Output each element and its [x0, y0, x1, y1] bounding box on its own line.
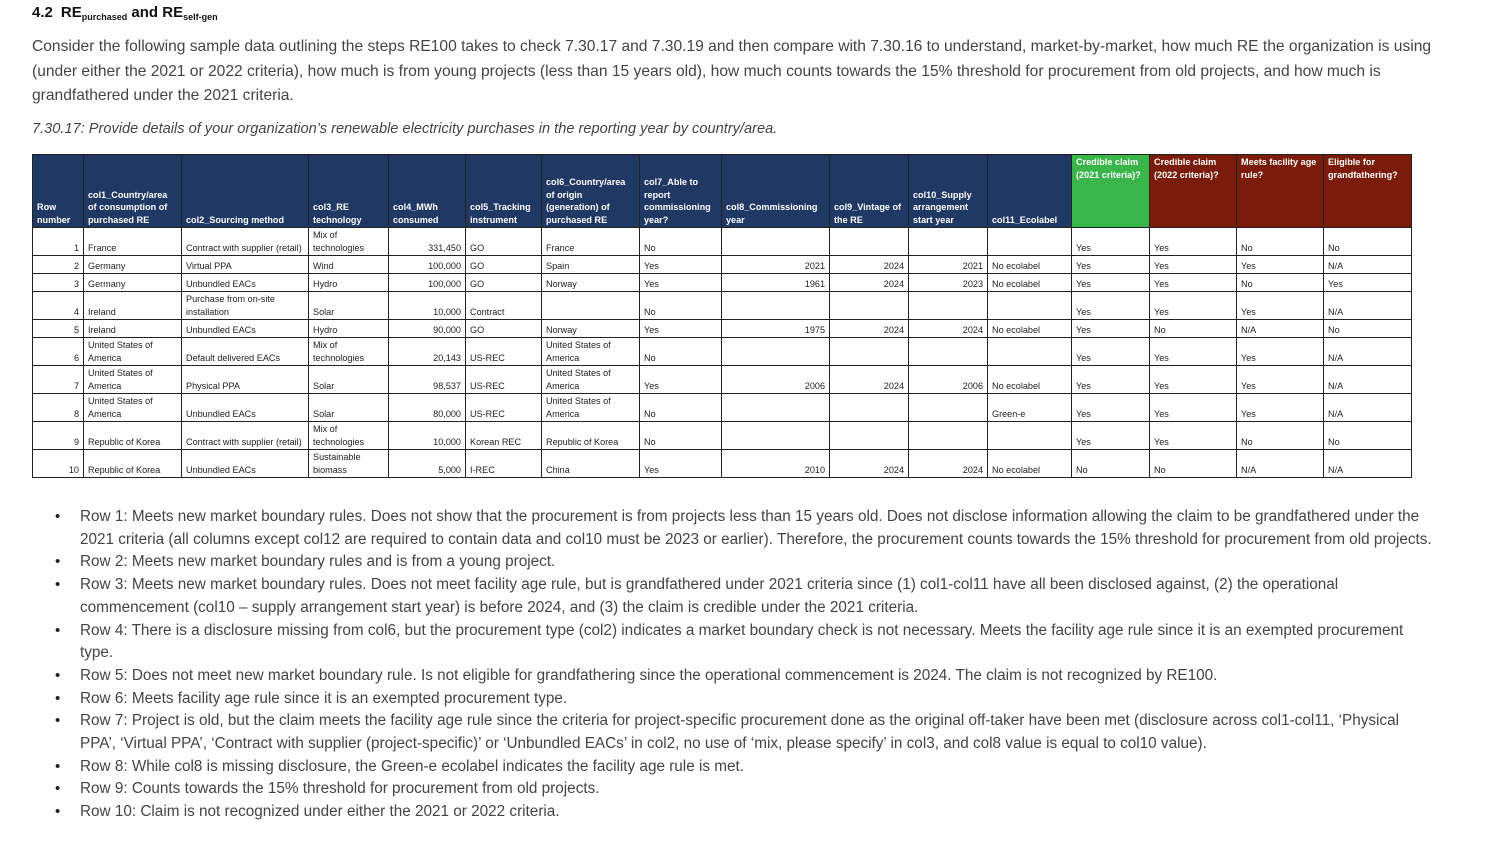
table-cell: Contract with supplier (retail) — [182, 422, 309, 450]
table-cell: Yes — [640, 366, 722, 394]
header-cell: col4_MWh consumed — [389, 155, 466, 228]
table-cell: 2024 — [830, 256, 909, 274]
table-cell: 331,450 — [389, 228, 466, 256]
table-cell: N/A — [1324, 338, 1412, 366]
table-cell: 2024 — [830, 274, 909, 292]
table-cell: GO — [466, 320, 542, 338]
table-cell: 10,000 — [389, 422, 466, 450]
table-cell: Republic of Korea — [542, 422, 640, 450]
table-cell: N/A — [1324, 450, 1412, 478]
table-cell: N/A — [1237, 320, 1324, 338]
table-cell — [988, 228, 1072, 256]
table-cell: Physical PPA — [182, 366, 309, 394]
table-cell: 2010 — [722, 450, 830, 478]
table-cell: Unbundled EACs — [182, 274, 309, 292]
table-cell: No — [1150, 450, 1237, 478]
header-cell: col9_Vintage of the RE — [830, 155, 909, 228]
table-cell: 1 — [33, 228, 84, 256]
table-cell: Solar — [309, 394, 389, 422]
table-cell: Solar — [309, 366, 389, 394]
table-cell: France — [84, 228, 182, 256]
table-cell: Yes — [1072, 292, 1150, 320]
table-row — [33, 292, 1412, 320]
table-cell: Yes — [1072, 394, 1150, 422]
table-cell: 4 — [33, 292, 84, 320]
table-cell: Unbundled EACs — [182, 394, 309, 422]
table-header-row — [33, 155, 1412, 228]
table-cell: Yes — [1072, 274, 1150, 292]
table-cell: 2021 — [909, 256, 988, 274]
table-cell: Yes — [1237, 256, 1324, 274]
table-cell — [830, 228, 909, 256]
table-cell: Yes — [1150, 228, 1237, 256]
heading-conjunction: and — [131, 4, 159, 21]
table-cell: Yes — [1237, 292, 1324, 320]
table-cell: I-REC — [466, 450, 542, 478]
table-cell: N/A — [1324, 292, 1412, 320]
table-cell: N/A — [1237, 450, 1324, 478]
table-cell: No — [1237, 274, 1324, 292]
table-row — [33, 338, 1412, 366]
table-cell: Yes — [1150, 338, 1237, 366]
header-cell: col1_Country/area of consumption of purchased RE — [84, 155, 182, 228]
intro-paragraph: Consider the following sample data outlining the steps RE100 takes to check 7.30.17 and 7.30.19 and then compare with 7.30.16 to understand, market-by-market, how much RE the organization is using (under either the 2021 or 2022 criteria), how much is from young projects (less than 15 years old), how much counts towards the 15% threshold for procurement from old projects, and how much is grandfathered under the 2021 criteria. — [32, 38, 1432, 104]
header-cell: col2_Sourcing method — [182, 155, 309, 228]
table-cell: 3 — [33, 274, 84, 292]
table-cell: Spain — [542, 256, 640, 274]
notes-list — [55, 506, 1435, 824]
table-cell: Ireland — [84, 292, 182, 320]
table-cell: No ecolabel — [988, 366, 1072, 394]
table-cell — [909, 292, 988, 320]
table-body — [33, 228, 1412, 478]
table-cell: No — [1237, 228, 1324, 256]
table-cell: Republic of Korea — [84, 422, 182, 450]
table-cell: Contract with supplier (retail) — [182, 228, 309, 256]
table-cell: Yes — [1072, 366, 1150, 394]
table-cell: 20,143 — [389, 338, 466, 366]
renewable-purchases-table — [32, 154, 1412, 478]
table-cell: 2024 — [830, 320, 909, 338]
table-cell: No — [1324, 422, 1412, 450]
table-cell: China — [542, 450, 640, 478]
header-cell: Credible claim (2021 criteria)? — [1072, 155, 1150, 228]
header-cell: Row number — [33, 155, 84, 228]
heading-re-purchased: $RE_{purchased}$ — [60, 4, 128, 22]
table-row — [33, 228, 1412, 256]
table-cell: Republic of Korea — [84, 450, 182, 478]
table-cell — [722, 422, 830, 450]
table-cell — [988, 292, 1072, 320]
table-cell: 2024 — [830, 450, 909, 478]
table-cell: Mix of technologies — [309, 228, 389, 256]
table-cell: 90,000 — [389, 320, 466, 338]
table-cell: Default delivered EACs — [182, 338, 309, 366]
table-cell: No — [1324, 320, 1412, 338]
table-cell: 7 — [33, 366, 84, 394]
note-item: • Row 10: Claim is not recognized under either the 2021 or 2022 criteria. — [55, 801, 1435, 824]
table-cell: United States of America — [84, 338, 182, 366]
table-cell: 2006 — [909, 366, 988, 394]
table-cell: United States of America — [542, 394, 640, 422]
table-cell: GO — [466, 274, 542, 292]
table-cell: Yes — [1237, 338, 1324, 366]
table-cell: Solar — [309, 292, 389, 320]
table-cell — [830, 394, 909, 422]
table-cell: 5 — [33, 320, 84, 338]
header-cell: col5_Tracking instrument — [466, 155, 542, 228]
note-item: • Row 5: Does not meet new market boundary rule. Is not eligible for grandfathering since the operational commencement is 2024. The claim is not recognized by RE100. — [55, 665, 1435, 688]
note-item: • Row 8: While col8 is missing disclosure, the Green-e ecolabel indicates the facility age rule is met. — [55, 756, 1435, 779]
table-cell: No ecolabel — [988, 320, 1072, 338]
table-cell: GO — [466, 256, 542, 274]
table-cell: Yes — [1150, 366, 1237, 394]
table-cell — [909, 228, 988, 256]
table-cell: Yes — [1150, 256, 1237, 274]
table-cell — [988, 422, 1072, 450]
table-cell: Mix of technologies — [309, 422, 389, 450]
table-cell: Hydro — [309, 274, 389, 292]
table-cell — [909, 338, 988, 366]
table-cell: 100,000 — [389, 256, 466, 274]
table-cell: 98,537 — [389, 366, 466, 394]
header-cell: Credible claim (2022 criteria)? — [1150, 155, 1237, 228]
table-row — [33, 320, 1412, 338]
table-cell: N/A — [1324, 366, 1412, 394]
table-row — [33, 394, 1412, 422]
table-cell: 2023 — [909, 274, 988, 292]
table-cell: France — [542, 228, 640, 256]
table-cell: Yes — [1150, 292, 1237, 320]
table-cell: 10,000 — [389, 292, 466, 320]
header-cell: col10_Supply arrangement start year — [909, 155, 988, 228]
table-cell: Virtual PPA — [182, 256, 309, 274]
note-item: • Row 1: Meets new market boundary rules. Does not show that the procurement is from projects less than 15 years old. Does not disclose information allowing the claim to be grandfathered under the 2021 criteria (all columns except col12 are required to contain data and col10 must be 2023 or earlier). Therefore, the procurement counts towards the 15% threshold for procurement from old projects. — [55, 506, 1435, 551]
table-cell — [722, 394, 830, 422]
table-cell: Yes — [1072, 228, 1150, 256]
table-cell: Yes — [1237, 394, 1324, 422]
table-cell: Ireland — [84, 320, 182, 338]
note-item: • Row 2: Meets new market boundary rules and is from a young project. — [55, 551, 1435, 574]
table-cell: 1961 — [722, 274, 830, 292]
header-cell: col8_Commissioning year — [722, 155, 830, 228]
table-cell: 2021 — [722, 256, 830, 274]
table-cell: N/A — [1324, 256, 1412, 274]
table-cell: US-REC — [466, 338, 542, 366]
table-cell: 2 — [33, 256, 84, 274]
table-row — [33, 450, 1412, 478]
table-cell: United States of America — [84, 394, 182, 422]
table-cell: Yes — [640, 320, 722, 338]
table-cell: Yes — [1237, 366, 1324, 394]
table-cell: US-REC — [466, 394, 542, 422]
table-cell: 9 — [33, 422, 84, 450]
table-cell — [722, 228, 830, 256]
table-cell: No — [640, 338, 722, 366]
table-cell: No — [1150, 320, 1237, 338]
table-cell: No — [640, 394, 722, 422]
table-cell — [722, 338, 830, 366]
header-cell: col3_RE technology — [309, 155, 389, 228]
table-cell: 6 — [33, 338, 84, 366]
table-cell — [542, 292, 640, 320]
note-item: • Row 7: Project is old, but the claim meets the facility age rule since the criteria for project-specific procurement done as the original off-taker have been met (disclosure across col1-col11, ‘Physical PPA’, ‘Virtual PPA’, ‘Contract with supplier (project-specific)’ or ‘Unbundled EACs’ in col2, no use of ‘mix, please specify’ in col3, and col8 value is equal to col10 value). — [55, 710, 1435, 755]
table-cell — [830, 422, 909, 450]
note-item: • Row 9: Counts towards the 15% threshold for procurement from old projects. — [55, 778, 1435, 801]
table-cell: No — [640, 422, 722, 450]
table-cell: Yes — [640, 450, 722, 478]
table-cell: 2024 — [909, 320, 988, 338]
table-cell: Yes — [1072, 256, 1150, 274]
table-cell: 2006 — [722, 366, 830, 394]
table-cell: US-REC — [466, 366, 542, 394]
table-cell: Purchase from on-site installation — [182, 292, 309, 320]
table-cell: Norway — [542, 274, 640, 292]
header-cell: Meets facility age rule? — [1237, 155, 1324, 228]
table-cell — [830, 338, 909, 366]
table-cell: Yes — [1072, 320, 1150, 338]
table-cell: Yes — [1072, 338, 1150, 366]
section-heading — [32, 4, 218, 22]
table-cell: United States of America — [542, 338, 640, 366]
table-cell: Germany — [84, 274, 182, 292]
table-cell: 8 — [33, 394, 84, 422]
table-cell: Yes — [1150, 274, 1237, 292]
table-cell — [722, 292, 830, 320]
table-cell: Wind — [309, 256, 389, 274]
header-cell: Eligible for grandfathering? — [1324, 155, 1412, 228]
table-cell: Unbundled EACs — [182, 450, 309, 478]
table-cell: Sustainable biomass — [309, 450, 389, 478]
table-cell: Green-e — [988, 394, 1072, 422]
heading-re-self-gen: $RE_{self-gen}$ — [162, 4, 218, 22]
note-item: • Row 4: There is a disclosure missing from col6, but the procurement type (col2) indicates a market boundary check is not necessary. Meets the facility age rule since it is an exempted procurement type. — [55, 620, 1435, 665]
table-cell: 1975 — [722, 320, 830, 338]
table-cell: Norway — [542, 320, 640, 338]
table-cell — [988, 338, 1072, 366]
table-cell: N/A — [1324, 394, 1412, 422]
table-cell: Yes — [640, 274, 722, 292]
table-cell: United States of America — [542, 366, 640, 394]
table-cell: No ecolabel — [988, 256, 1072, 274]
table-cell — [909, 422, 988, 450]
table-cell: No ecolabel — [988, 450, 1072, 478]
table-cell: Korean REC — [466, 422, 542, 450]
table-cell: Yes — [1072, 422, 1150, 450]
table-cell: 80,000 — [389, 394, 466, 422]
table-cell: No — [1237, 422, 1324, 450]
header-cell: col6_Country/area of origin (generation) of purchased RE — [542, 155, 640, 228]
table-cell: No ecolabel — [988, 274, 1072, 292]
table-row — [33, 366, 1412, 394]
table-cell — [909, 394, 988, 422]
table-cell: 10 — [33, 450, 84, 478]
table-cell — [830, 292, 909, 320]
header-cell: col11_Ecolabel — [988, 155, 1072, 228]
table-cell: No — [640, 292, 722, 320]
header-cell: col7_Able to report commissioning year? — [640, 155, 722, 228]
table-row — [33, 422, 1412, 450]
table-cell: Hydro — [309, 320, 389, 338]
table-cell: No — [640, 228, 722, 256]
table-cell: 2024 — [909, 450, 988, 478]
table-row — [33, 256, 1412, 274]
table-cell: 100,000 — [389, 274, 466, 292]
note-item: • Row 6: Meets facility age rule since it is an exempted procurement type. — [55, 688, 1435, 711]
table-cell: Yes — [1324, 274, 1412, 292]
table-cell: United States of America — [84, 366, 182, 394]
table-row — [33, 274, 1412, 292]
table-cell: Contract — [466, 292, 542, 320]
table-cell: Unbundled EACs — [182, 320, 309, 338]
table-cell: GO — [466, 228, 542, 256]
table-cell: 2024 — [830, 366, 909, 394]
section-number: 4.2 — [32, 4, 53, 21]
table-cell: No — [1072, 450, 1150, 478]
table-caption: 7.30.17: Provide details of your organization’s renewable electricity purchases in the reporting year by country/area. — [32, 121, 778, 137]
table-cell: Germany — [84, 256, 182, 274]
table-cell: Yes — [640, 256, 722, 274]
note-item: • Row 3: Meets new market boundary rules. Does not meet facility age rule, but is grandfathered under 2021 criteria since (1) col1-col11 have all been disclosed against, (2) the operational commencement (col10 – supply arrangement start year) is before 2024, and (3) the claim is credible under the 2021 criteria. — [55, 574, 1435, 619]
table-cell: 5,000 — [389, 450, 466, 478]
table-cell: Yes — [1150, 422, 1237, 450]
table-cell: Mix of technologies — [309, 338, 389, 366]
table-cell: Yes — [1150, 394, 1237, 422]
table-cell: No — [1324, 228, 1412, 256]
